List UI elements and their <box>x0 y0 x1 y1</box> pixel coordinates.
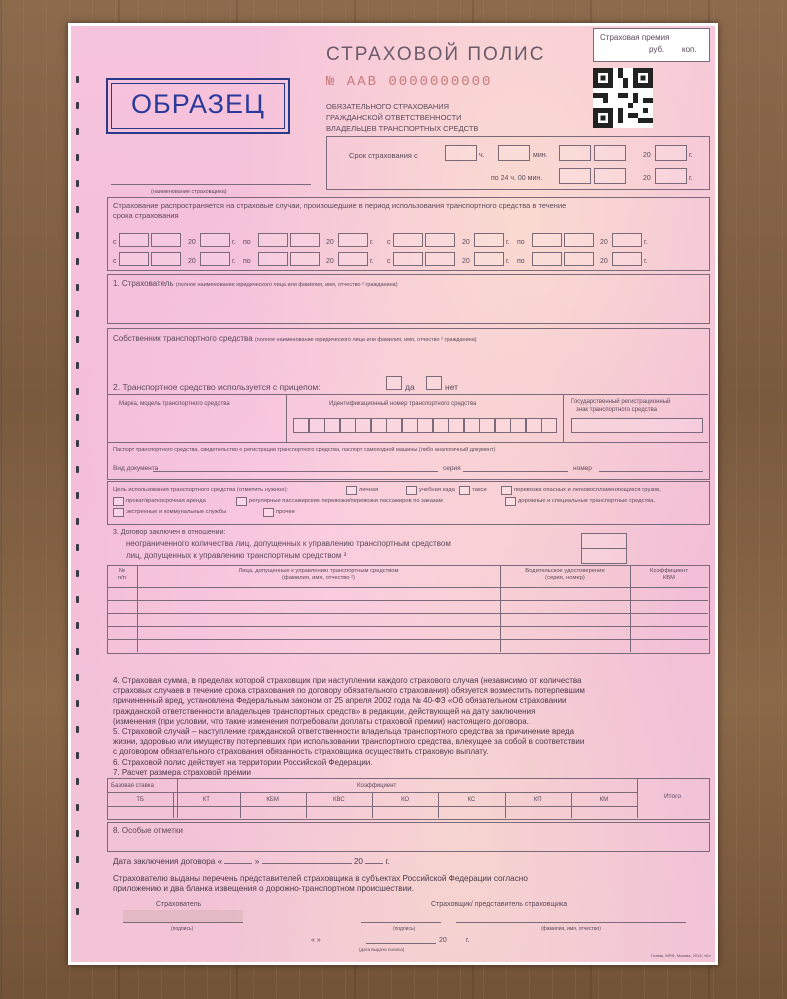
vin-cell[interactable] <box>371 418 387 433</box>
clause-line: (изменения (при условии, что такие изменения потребовали доплаты страховой премии) настоящего договора. <box>113 716 529 726</box>
perforation-hole <box>76 596 79 603</box>
unlimited-label: неограниченного количества лиц, допущенных к управлению транспортным средством <box>126 539 451 548</box>
purpose-checkbox[interactable] <box>263 508 274 517</box>
period-cell[interactable] <box>564 252 594 266</box>
period-cell[interactable] <box>119 252 149 266</box>
perforation-hole <box>76 336 79 343</box>
trailer-no-checkbox[interactable] <box>426 376 442 390</box>
issue-date-g: г. <box>466 937 470 944</box>
period-cell[interactable] <box>393 233 423 247</box>
drivers-header-cell: Водительское удостоверение <box>525 568 605 574</box>
vehicle-plate-label-1: Государственный регистрационный <box>571 399 671 405</box>
special-notes-label: 8. Особые отметки <box>113 826 183 835</box>
perforation-hole <box>76 518 79 525</box>
doc-number-line <box>599 471 703 472</box>
term-to-day-cell[interactable] <box>559 168 591 184</box>
drivers-table-cell[interactable] <box>501 588 629 599</box>
insured-label: 1. Страхователь <box>113 279 174 288</box>
perforation-hole <box>76 492 79 499</box>
purpose-option-label: дорожные и специальные транспортные средства, <box>518 498 656 504</box>
vin-cell[interactable] <box>324 418 340 433</box>
period-g-label: г. <box>370 239 374 246</box>
vin-cell[interactable] <box>417 418 433 433</box>
calc-value-cell[interactable] <box>373 807 437 817</box>
perforation-hole <box>76 466 79 473</box>
period-text-2: срока страхования <box>113 211 179 220</box>
term-month-cell[interactable] <box>594 145 626 161</box>
calc-total-label: Итого <box>663 793 682 800</box>
limited-label: лиц, допущенных к управлению транспортным средством ³ <box>126 551 347 560</box>
purpose-checkbox[interactable] <box>505 497 516 506</box>
purpose-checkbox[interactable] <box>346 486 357 495</box>
period-cell[interactable] <box>200 252 230 266</box>
doc-series-label: серия <box>443 465 461 472</box>
term-to-month-cell[interactable] <box>594 168 626 184</box>
perforation-hole <box>76 778 79 785</box>
trailer-no-label: нет <box>445 382 459 392</box>
period-year-label: 20 <box>326 258 334 265</box>
period-cell[interactable] <box>425 252 455 266</box>
drivers-table-cell[interactable] <box>501 640 629 651</box>
vehicle-grid-mid <box>107 442 708 443</box>
period-cell[interactable] <box>612 233 642 247</box>
drivers-table-cell[interactable] <box>631 601 707 612</box>
policy-title: СТРАХОВОЙ ПОЛИС <box>326 44 546 65</box>
subtitle-line-2: ГРАЖДАНСКОЙ ОТВЕТСТВЕННОСТИ <box>326 113 462 122</box>
purpose-option-label: учебная езда <box>419 487 455 493</box>
perforation-hole <box>76 414 79 421</box>
purpose-checkbox[interactable] <box>113 508 124 517</box>
premium-box <box>593 28 710 62</box>
period-year-label: 20 <box>462 258 470 265</box>
drivers-header-cell: п/п <box>118 575 126 581</box>
period-cell[interactable] <box>612 252 642 266</box>
vehicle-grid-v2 <box>563 394 564 442</box>
period-g-label: г. <box>644 239 648 246</box>
vehicle-plate-label-2: знак транспортного средства <box>576 407 657 413</box>
vehicle-grid-top <box>107 394 708 395</box>
doc-series-line <box>463 471 568 472</box>
perforation-hole <box>76 284 79 291</box>
calc-col-label: КП <box>533 797 542 803</box>
doc-type-line <box>153 471 438 472</box>
period-cell[interactable] <box>200 233 230 247</box>
calc-col-label: КВС <box>333 797 345 803</box>
term-to-g-label: г. <box>689 175 693 182</box>
term-day-cell[interactable] <box>559 145 591 161</box>
purpose-checkbox[interactable] <box>406 486 417 495</box>
perforation-hole <box>76 232 79 239</box>
vin-cell[interactable] <box>495 418 511 433</box>
drivers-header-cell: Коэффициент <box>650 568 688 574</box>
period-year-label: 20 <box>462 239 470 246</box>
period-text-1: Страхование распространяется на страховые случаи, произошедшие в период использования транспортного средства в течение <box>113 201 567 210</box>
vin-cell[interactable] <box>433 418 449 433</box>
purpose-option-label: экстренные и коммунальные службы <box>126 509 227 515</box>
period-g-label: г. <box>644 258 648 265</box>
holder-signature-area[interactable] <box>123 910 243 922</box>
period-cell[interactable] <box>119 233 149 247</box>
purpose-lead: Цель использования транспортного средства (отметить нужное): <box>113 487 289 493</box>
perforation-hole <box>76 648 79 655</box>
clause-line: 4. Страховая сумма, в пределах которой страховщик при наступлении каждого страхового случая (независимо от количества <box>113 676 582 685</box>
vehicle-grid-v1 <box>286 394 287 442</box>
vin-cell[interactable] <box>448 418 464 433</box>
calc-value-cell[interactable] <box>307 807 371 817</box>
clause-line: страховых случаев в течение срока страхования по договору обязательного страхования) обязуется возместить потерпевшим <box>113 686 585 696</box>
period-cell[interactable] <box>290 233 320 247</box>
vin-cell[interactable] <box>526 418 542 433</box>
calc-col-label: КБМ <box>266 797 279 803</box>
drivers-header-cell: Лица, допущенные к управлению транспортным средством <box>238 568 399 574</box>
contract-date-mid: » <box>254 857 260 866</box>
period-g-label: г. <box>232 258 236 265</box>
premium-kop: коп. <box>682 45 697 54</box>
footer-line-2: приложению и два бланка извещения о дорожно-транспортном происшествии. <box>113 884 415 893</box>
vin-cell[interactable] <box>510 418 526 433</box>
insured-label-wrap <box>113 279 398 290</box>
insurer-sign-line-1 <box>361 922 441 923</box>
period-year-label: 20 <box>326 239 334 246</box>
holder-sign-line <box>123 922 243 923</box>
vehicle-vin-label: Идентификационный номер транспортного средства <box>329 401 477 407</box>
calc-col-label: КТ <box>202 797 210 803</box>
purpose-option-label: прокат/краткосрочная аренда <box>126 498 206 504</box>
vin-cell[interactable] <box>541 418 557 433</box>
issue-date-quotes: « » <box>311 937 321 944</box>
owner-caption: (полное наименование юридического лица или фамилия, имя, отчество ² гражданина) <box>254 337 477 343</box>
term-year-label: 20 <box>643 152 651 159</box>
drivers-table-cell[interactable] <box>631 588 707 599</box>
sample-stamp-text: ОБРАЗЕЦ <box>131 89 265 119</box>
period-po-label: по <box>517 258 525 265</box>
period-s-label: с <box>113 258 117 265</box>
period-po-label: по <box>243 258 251 265</box>
vin-cell[interactable] <box>293 418 309 433</box>
special-notes-box <box>107 822 710 852</box>
perforation-hole <box>76 752 79 759</box>
vin-cell[interactable] <box>464 418 480 433</box>
insurer-caption: (наименование страховщика) <box>151 189 227 195</box>
limited-checkbox[interactable] <box>581 548 627 564</box>
qr-code <box>593 68 653 128</box>
policy-form <box>71 26 715 962</box>
drivers-table-cell[interactable] <box>501 614 629 625</box>
purpose-checkbox[interactable] <box>501 486 512 495</box>
owner-label: Собственник транспортного средства <box>113 334 253 343</box>
perforation-hole <box>76 674 79 681</box>
calc-value-cell[interactable] <box>572 807 636 817</box>
period-g-label: г. <box>506 239 510 246</box>
perforation-hole <box>76 258 79 265</box>
clause-line: 5. Страховой случай – наступление гражданской ответственности владельца транспортного средства за причинение вреда <box>113 727 575 736</box>
drivers-header-cell: № <box>118 568 126 574</box>
period-year-label: 20 <box>188 239 196 246</box>
perforation-hole <box>76 206 79 213</box>
purpose-option-label: регулярные пассажирские перевозки/перевозки пассажиров по заказам <box>249 498 443 504</box>
period-cell[interactable] <box>151 233 181 247</box>
contract-date-row <box>113 857 390 867</box>
period-s-label: с <box>387 258 391 265</box>
purpose-checkbox[interactable] <box>459 486 470 495</box>
period-cell[interactable] <box>338 233 368 247</box>
perforation-hole <box>76 440 79 447</box>
drivers-table-cell[interactable] <box>108 601 136 612</box>
printer-mark: Гознак, МПФ, Москва, 2013, «Б» <box>651 953 711 958</box>
signature-insurer-label: Страховщик/ представитель страховщика <box>431 901 568 908</box>
calc-base-label: Базовая ставка <box>111 783 154 789</box>
period-po-label: по <box>243 239 251 246</box>
insurer-line <box>111 184 311 185</box>
period-cell[interactable] <box>474 233 504 247</box>
vin-cell[interactable] <box>386 418 402 433</box>
drivers-table-cell[interactable] <box>108 627 136 638</box>
period-year-label: 20 <box>600 258 608 265</box>
period-g-label: г. <box>370 258 374 265</box>
drivers-table-cell[interactable] <box>138 627 499 638</box>
perforation-hole <box>76 700 79 707</box>
premium-label: Страховая премия <box>600 33 670 42</box>
term-to-label: по 24 ч. 00 мин. <box>491 175 543 182</box>
contract-label: 3. Договор заключен в отношении: <box>113 529 226 536</box>
period-cell[interactable] <box>564 233 594 247</box>
signature-holder-label: Страхователь <box>156 901 202 908</box>
insured-caption: (полное наименование юридического лица или фамилия, имя, отчество ² гражданина) <box>175 282 398 288</box>
doc-caption: Паспорт транспортного средства, свидетельство о регистрации транспортного средства, паспорт самоходной машины (либо аналогичный документ) <box>113 447 496 453</box>
drivers-header-cell: (серия, номер) <box>545 575 585 581</box>
doc-type-label: Вид документа <box>113 465 159 472</box>
calc-value-cell[interactable] <box>506 807 570 817</box>
term-h-label: ч. <box>479 152 485 159</box>
term-to-year-cell[interactable] <box>655 168 687 184</box>
vehicle-model-label: Марка, модель транспортного средства <box>119 401 230 407</box>
perforation-hole <box>76 882 79 889</box>
premium-rub: руб. <box>649 45 665 54</box>
policy-paper <box>68 23 718 965</box>
clause-line: 6. Страховой полис действует на территории Российской Федерации. <box>113 757 373 767</box>
term-to-year-label: 20 <box>643 175 651 182</box>
vin-cell[interactable] <box>479 418 495 433</box>
trailer-label: 2. Транспортное средство используется с прицепом: <box>113 382 321 392</box>
insurer-fio-caption: (фамилия, имя, отчество) <box>541 926 601 932</box>
perforation-hole <box>76 804 79 811</box>
purpose-option-label: перевозка опасных и легковоспламеняющихся грузов, <box>514 487 661 493</box>
period-po-label: по <box>517 239 525 246</box>
term-hour-cell[interactable] <box>445 145 477 161</box>
period-year-label: 20 <box>188 258 196 265</box>
issue-date-caption: (дата выдачи полиса) <box>359 947 405 952</box>
drivers-table-cell[interactable] <box>108 614 136 625</box>
drivers-header-cell: КБМ <box>662 575 675 581</box>
calc-value-cell[interactable] <box>439 807 503 817</box>
perforation-hole <box>76 622 79 629</box>
term-min-cell[interactable] <box>498 145 530 161</box>
drivers-table-cell[interactable] <box>138 588 499 599</box>
vin-cell[interactable] <box>309 418 325 433</box>
period-cell[interactable] <box>393 252 423 266</box>
period-year-label: 20 <box>600 239 608 246</box>
policy-number: № ААВ 0000000000 <box>326 74 493 90</box>
calc-col-label: ТБ <box>136 797 144 803</box>
calc-coef-label: Коэффициент <box>357 783 397 789</box>
term-g-label: г. <box>689 152 693 159</box>
owner-label-wrap <box>113 334 477 345</box>
perforation-hole <box>76 908 79 915</box>
period-cell[interactable] <box>474 252 504 266</box>
period-cell[interactable] <box>532 233 562 247</box>
calc-value-cell[interactable] <box>174 807 238 817</box>
vin-cell[interactable] <box>355 418 371 433</box>
clause-line: 7. Расчет размера страховой премии <box>113 767 251 777</box>
insurer-sign-caption: (подпись) <box>393 926 416 932</box>
perforation-hole <box>76 180 79 187</box>
period-g-label: г. <box>506 258 510 265</box>
contract-date-year: 20 <box>353 857 363 866</box>
period-cell[interactable] <box>532 252 562 266</box>
perforation-hole <box>76 544 79 551</box>
perforation-hole <box>76 310 79 317</box>
calc-col-label: КМ <box>599 797 609 803</box>
period-cell[interactable] <box>258 252 288 266</box>
vin-cell[interactable] <box>402 418 418 433</box>
drivers-header-cell: (фамилия, имя, отчество ²) <box>282 575 355 581</box>
purpose-option-label: прочее <box>276 509 295 515</box>
perforation-hole <box>76 76 79 83</box>
perforation-hole <box>76 128 79 135</box>
issue-date-year: 20 <box>439 937 447 944</box>
vin-cell[interactable] <box>340 418 356 433</box>
perforation-hole <box>76 570 79 577</box>
calc-col-label: КО <box>401 797 410 803</box>
perforation-hole <box>76 388 79 395</box>
contract-date-label: Дата заключения договора « <box>113 857 223 866</box>
subtitle-line-1: ОБЯЗАТЕЛЬНОГО СТРАХОВАНИЯ <box>326 102 450 111</box>
drivers-table-cell[interactable] <box>138 640 499 651</box>
perforation-hole <box>76 102 79 109</box>
term-year-cell[interactable] <box>655 145 687 161</box>
perforation-hole <box>76 856 79 863</box>
period-cell[interactable] <box>425 233 455 247</box>
clause-line: жизни, здоровью или имуществу потерпевших при использовании транспортного средства, влекущее за собой в соответствии <box>113 737 585 747</box>
drivers-table-cell[interactable] <box>501 627 629 638</box>
unlimited-checkbox[interactable] <box>581 533 627 549</box>
purpose-checkbox[interactable] <box>113 497 124 506</box>
clause-line: гражданской ответственности владельцев транспортных средств» в редакции, действующей на дату заключения <box>113 706 536 716</box>
drivers-table-cell[interactable] <box>501 601 629 612</box>
issue-date-line <box>366 943 436 944</box>
plate-cell[interactable] <box>571 418 703 433</box>
holder-sign-caption: (подпись) <box>171 926 194 932</box>
clause-line: с договором обязательного страхования обязанность страховщика осуществить страховую выплату. <box>113 747 489 757</box>
drivers-table-cell[interactable] <box>631 640 707 651</box>
perforation-hole <box>76 362 79 369</box>
drivers-table-cell[interactable] <box>138 614 499 625</box>
period-cell[interactable] <box>151 252 181 266</box>
footer-line-1: Страхователю выданы перечень представителей страховщика в субъектах Российской Федерации согласно <box>113 874 528 883</box>
perforation-hole <box>76 726 79 733</box>
perforation-hole <box>76 830 79 837</box>
purpose-option-label: такси <box>472 487 487 493</box>
purpose-option-label: личная <box>359 487 379 493</box>
doc-number-label: номер <box>573 465 592 472</box>
subtitle-line-3: ВЛАДЕЛЬЦЕВ ТРАНСПОРТНЫХ СРЕДСТВ <box>326 124 479 133</box>
drivers-table-cell[interactable] <box>138 601 499 612</box>
period-cell[interactable] <box>338 252 368 266</box>
drivers-table-cell[interactable] <box>108 640 136 651</box>
term-min-label: мин. <box>533 152 548 159</box>
clause-line: причиненный вред, установлена Федеральным законом от 25 апреля 2002 года № 40-ФЗ «Об обязательном страховании <box>113 696 567 706</box>
purpose-checkbox[interactable] <box>236 497 247 506</box>
period-s-label: с <box>113 239 117 246</box>
insurer-sign-line-2 <box>456 922 686 923</box>
calc-value-cell[interactable] <box>241 807 305 817</box>
drivers-table-cell[interactable] <box>631 627 707 638</box>
trailer-yes-checkbox[interactable] <box>386 376 402 390</box>
calc-value-cell[interactable] <box>108 807 172 817</box>
term-from-label: Срок страхования с <box>349 151 418 160</box>
perforation-hole <box>76 154 79 161</box>
sample-stamp <box>106 78 290 134</box>
trailer-yes-label: да <box>405 382 415 392</box>
period-s-label: с <box>387 239 391 246</box>
period-cell[interactable] <box>290 252 320 266</box>
period-cell[interactable] <box>258 233 288 247</box>
drivers-table-cell[interactable] <box>631 614 707 625</box>
period-g-label: г. <box>232 239 236 246</box>
contract-date-g: г. <box>385 857 390 866</box>
calc-col-label: КС <box>467 797 476 803</box>
drivers-table-cell[interactable] <box>108 588 136 599</box>
